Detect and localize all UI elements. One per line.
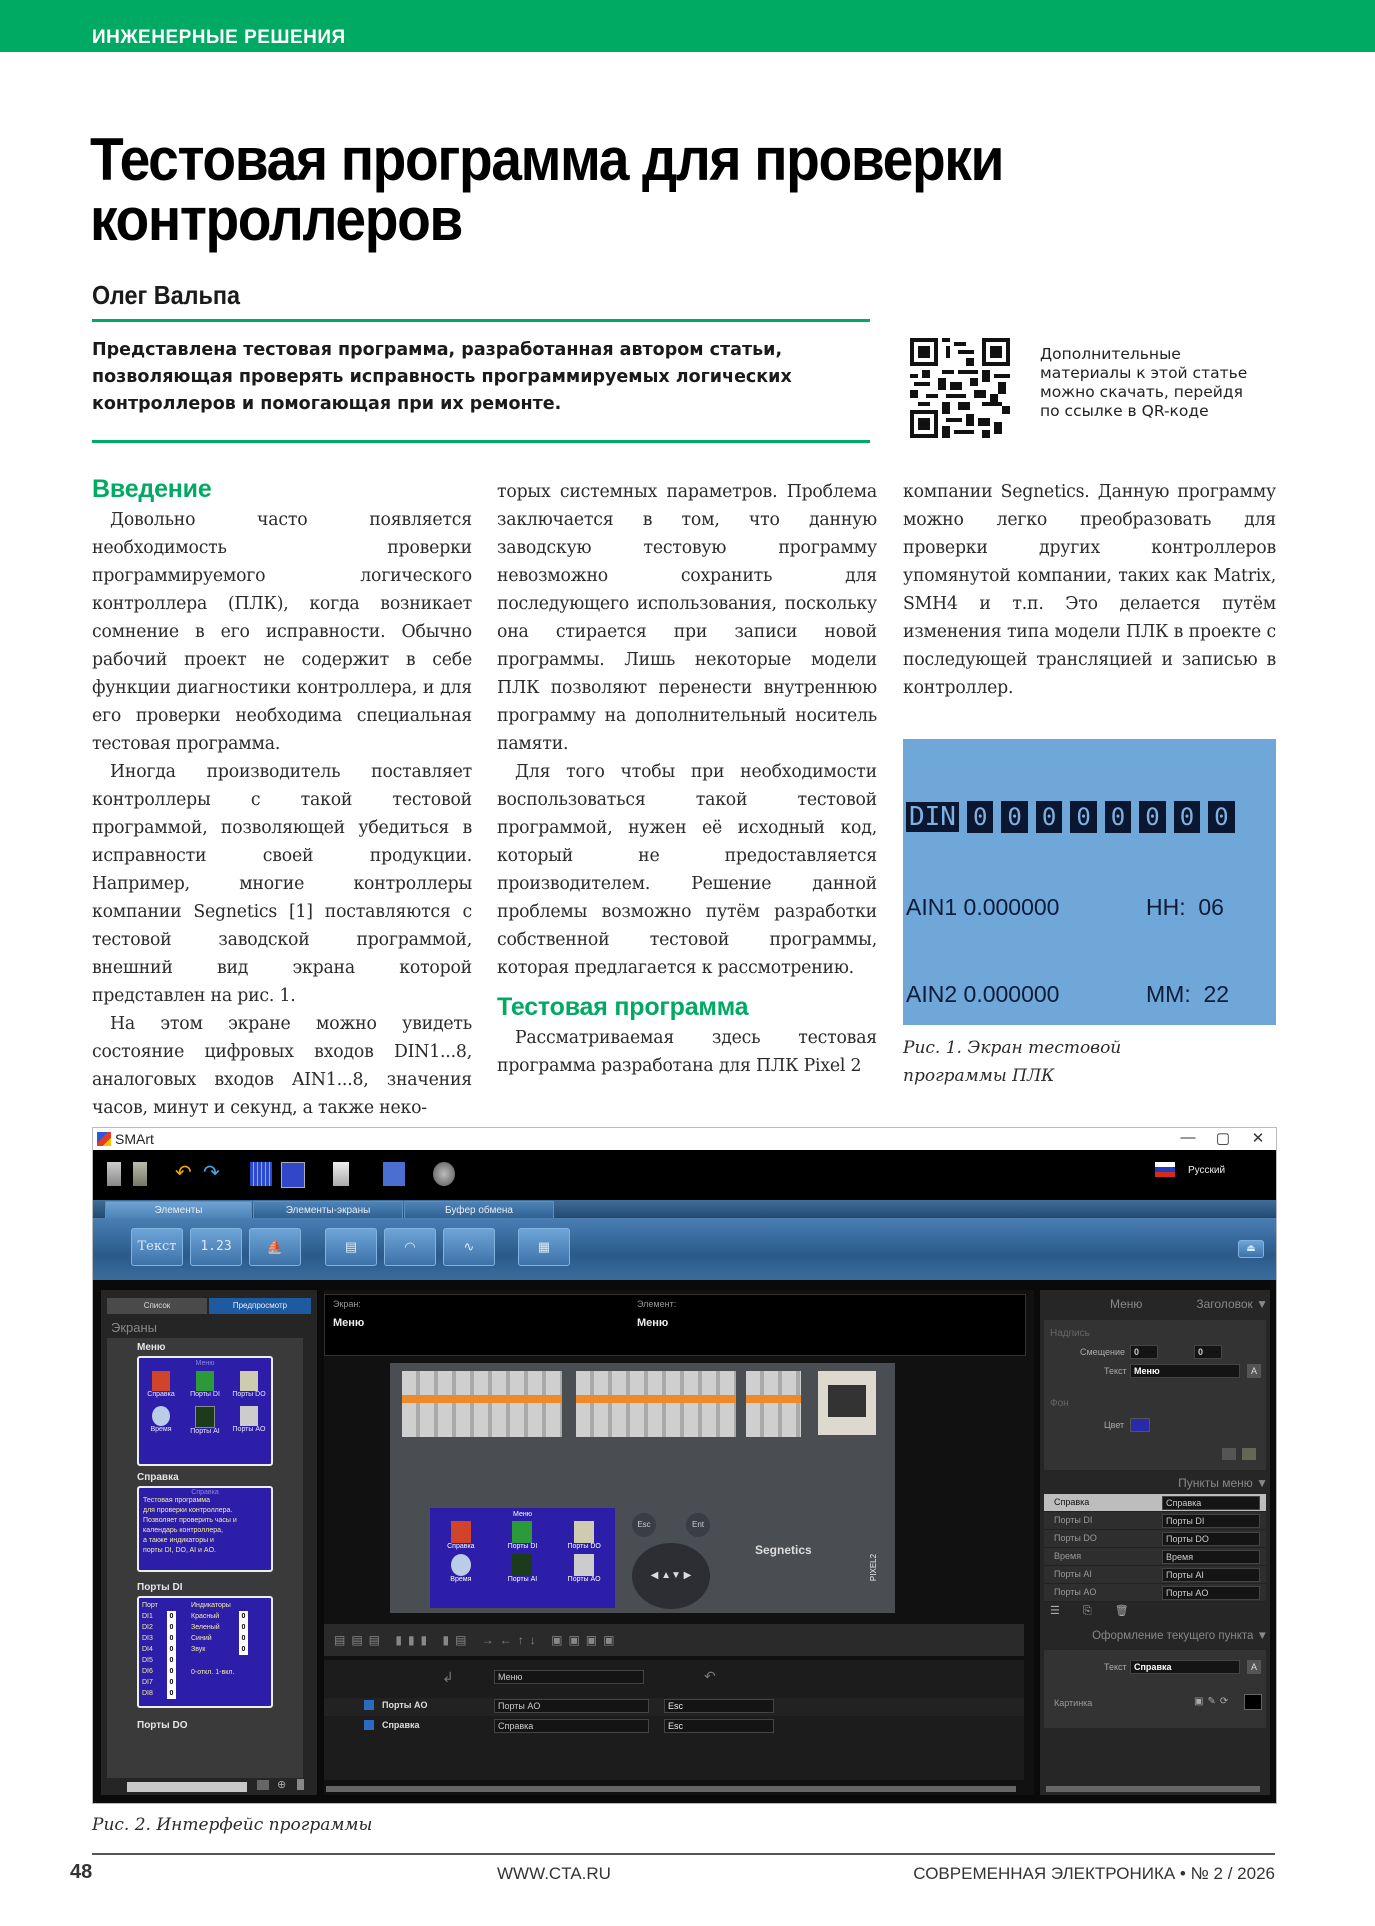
paragraph: торых системных параметров. Проблема заключается в том, что данную заводскую тестовую программу невозможно сохранить для последующего использования, поскольку она стирается при записи новой программы. Лишь некоторые модели ПЛК позволяют перенести внутреннюю программу на дополнительный носитель памяти.: [497, 482, 877, 754]
properties-panel: [1040, 1290, 1270, 1795]
item-style-settings: [1044, 1650, 1266, 1728]
nav-row[interactable]: [324, 1718, 1024, 1736]
screens-panel: [101, 1290, 317, 1795]
screen-name: Порты DI: [137, 1582, 183, 1593]
thumb-text: а также индикаторы и: [143, 1537, 214, 1544]
element-label: Элемент:: [637, 1299, 677, 1309]
tab-preview[interactable]: Предпросмотр: [209, 1298, 311, 1314]
editor-panel: [324, 1290, 1034, 1795]
settings-edit-icon[interactable]: [383, 1162, 405, 1186]
din-label: DIN: [906, 802, 959, 832]
tab-list[interactable]: Список: [107, 1298, 207, 1314]
thumb-title: Меню: [195, 1360, 215, 1367]
copy-icon[interactable]: [107, 1162, 121, 1186]
offset-x-input[interactable]: 0: [1130, 1345, 1158, 1359]
thumb-text: Тестовая программа: [143, 1497, 210, 1504]
thumb-icon-item: Порты DO: [227, 1371, 271, 1398]
plc-brand: Segnetics: [755, 1543, 812, 1557]
figure-1-plc-screen: [903, 739, 1276, 1025]
plc-icon-item: Справка: [430, 1521, 492, 1550]
background-label: Фон: [1050, 1398, 1069, 1409]
thumb-icon-item: Порты DI: [183, 1371, 227, 1398]
plc-icon-item: Время: [430, 1554, 492, 1583]
app-logo-icon: [97, 1132, 111, 1146]
thumb-text: для проверки контроллера.: [143, 1507, 233, 1514]
bargraph-element-button[interactable]: ▤: [325, 1228, 377, 1266]
lcd-param: HH: 06: [1146, 894, 1224, 920]
plc-model: PIXEL2: [869, 1553, 879, 1582]
menu-item-row[interactable]: [1044, 1494, 1266, 1512]
footer-journal: СОВРЕМЕННАЯ ЭЛЕКТРОНИКА • № 2 / 2026: [913, 1864, 1275, 1883]
menu-item-row[interactable]: [1044, 1548, 1266, 1566]
din-row: [906, 801, 1273, 833]
text-element-button[interactable]: Текст: [131, 1228, 183, 1266]
minimize-button[interactable]: —: [1180, 1129, 1196, 1146]
russian-flag-icon: [1155, 1162, 1175, 1177]
screen-value: Меню: [333, 1317, 365, 1329]
text-label: Текст: [1104, 1366, 1127, 1376]
thumb-icon-item: Порты AI: [183, 1406, 227, 1435]
folder-icon[interactable]: [257, 1780, 269, 1790]
font-button[interactable]: A: [1247, 1660, 1261, 1674]
paragraph: Иногда производитель поставляет контроллеры с такой тестовой программой, позволяющей убедиться в исправности своей продукции. Например, многие контроллеры компании Segnetics [1] поставляются с тестовой заводской программой, внешний вид экрана которой представлен на рис. 1.: [92, 762, 472, 1006]
screen-select[interactable]: Меню: [494, 1670, 644, 1684]
ribbon-tabs: [93, 1200, 1276, 1218]
thumb-text: порты DI, DO, AI и AO.: [143, 1547, 216, 1554]
column-3: [903, 478, 1276, 702]
table-element-button[interactable]: ▦: [518, 1228, 570, 1266]
screen-link-icon: [364, 1720, 374, 1730]
column-2: [497, 478, 877, 1080]
title-line-2: контроллеров: [90, 186, 462, 253]
thumb-title: Справка: [191, 1489, 219, 1496]
element-ribbon: [93, 1218, 1276, 1280]
nav-row-key[interactable]: Esc: [664, 1719, 774, 1733]
plc-lcd: [430, 1508, 615, 1608]
din-bit: 0: [1174, 801, 1200, 833]
nav-row-target[interactable]: Порты AO: [494, 1699, 649, 1713]
screen-thumb-di-ports[interactable]: [137, 1596, 273, 1708]
lcd-row: [906, 980, 1273, 1009]
caption-settings: [1044, 1320, 1266, 1470]
align-toolbar[interactable]: ▤▤▤ ▮▮▮ ▮▤ →←↑↓ ▣▣▣▣: [324, 1624, 1024, 1656]
nav-row-target[interactable]: Справка: [494, 1719, 649, 1733]
menu-item-name: Порты DO: [1054, 1533, 1097, 1543]
menu-items-toolbar[interactable]: ☰ ⎘ 🗑: [1050, 1605, 1139, 1617]
thumb-text: календарь контроллера,: [143, 1527, 223, 1534]
din-bit: 0: [1001, 801, 1027, 833]
din-bit: 0: [1070, 801, 1096, 833]
tab-clipboard[interactable]: Буфер обмена: [404, 1201, 554, 1219]
plc-icon-item: Порты AO: [553, 1554, 615, 1583]
screens-heading: Экраны: [111, 1320, 158, 1335]
screens-list: [107, 1338, 303, 1778]
lcd-row: [906, 893, 1273, 922]
menu-item-target[interactable]: Порты DO: [1162, 1532, 1260, 1546]
thumb-ports-col: Порт DI1 DI2 DI3 DI4 DI5 DI6 DI7 DI8: [142, 1602, 158, 1697]
language-selector[interactable]: Русский: [1188, 1165, 1226, 1176]
qr-note-line: материалы к этой статье: [1040, 364, 1248, 382]
nav-row-name: Порты AO: [382, 1700, 428, 1710]
menu-item-row[interactable]: [1044, 1566, 1266, 1584]
ent-key[interactable]: Ent: [686, 1513, 710, 1537]
qr-code[interactable]: [910, 338, 1010, 438]
paragraph: компании Segnetics. Данную программу можно легко преобразовать для проверки других контроллеров упомянутой компании, таких как Matrix, SMH4 и т.п. Это делается путём изменения типа модели ПЛК в проекте с последующей трансляцией и записью в контроллер.: [903, 482, 1276, 698]
text-label: Текст: [1104, 1662, 1127, 1672]
plc-icon-item: Порты AI: [492, 1554, 554, 1583]
figure-1-caption: [903, 1034, 1121, 1090]
screen-name-input[interactable]: [127, 1782, 247, 1792]
screen-name: Справка: [137, 1472, 179, 1483]
menu-item-name: Порты AI: [1054, 1569, 1092, 1579]
menu-item-target[interactable]: Порты AI: [1162, 1568, 1260, 1582]
nav-row[interactable]: [324, 1698, 1024, 1716]
tab-elements[interactable]: Элементы: [105, 1201, 252, 1219]
paste-icon[interactable]: [133, 1162, 147, 1186]
footer-rule: [92, 1853, 1275, 1855]
menu-item-row[interactable]: [1044, 1512, 1266, 1530]
screen-thumb-menu[interactable]: [137, 1356, 273, 1466]
color-label: Цвет: [1104, 1420, 1125, 1430]
heading-test-program: Тестовая программа: [497, 993, 749, 1021]
thumb-icon-item: Справка: [139, 1371, 183, 1398]
copy-style-icon[interactable]: [1222, 1448, 1236, 1460]
return-arrow-icon[interactable]: ↶: [704, 1668, 716, 1684]
lcd-param: MM: 22: [1146, 981, 1230, 1007]
close-button[interactable]: ✕: [1251, 1130, 1265, 1147]
thumb-indicators-col: Индикаторы Красный Зеленый Синий Звук 0-откл. 1-вкл.: [191, 1602, 235, 1676]
add-screen-icon[interactable]: ⊕: [277, 1779, 287, 1791]
esc-key[interactable]: Esc: [632, 1513, 656, 1537]
menu-item-name: Порты AO: [1054, 1587, 1097, 1597]
menu-item-target[interactable]: Порты AO: [1162, 1586, 1260, 1600]
screen-name: Порты DO: [137, 1720, 188, 1731]
title-line-1: Тестовая программа для проверки: [90, 126, 1004, 193]
ethernet-port: [818, 1371, 876, 1435]
offset-y-input[interactable]: 0: [1194, 1345, 1222, 1359]
page-number: 48: [70, 1861, 93, 1883]
picture-preview[interactable]: [1244, 1694, 1262, 1710]
screen-frame-icon[interactable]: [281, 1162, 305, 1188]
restore-button[interactable]: ▢: [1215, 1130, 1231, 1147]
menu-items-header[interactable]: Пункты меню ▼: [1178, 1476, 1268, 1490]
heading-intro: Введение: [92, 475, 212, 503]
menu-item-name: Справка: [1054, 1497, 1090, 1507]
plc-screen-title: Меню: [513, 1511, 532, 1518]
back-arrow-icon[interactable]: ↲: [442, 1669, 454, 1685]
window-title: SMArt: [115, 1131, 154, 1147]
figure-2-caption: Рис. 2. Интерфейс программы: [92, 1815, 373, 1835]
collapse-ribbon-button[interactable]: ⏏: [1238, 1240, 1264, 1258]
menu-item-name: Порты DI: [1054, 1515, 1093, 1525]
plc-icon-item: Порты DI: [492, 1521, 554, 1550]
din-bit: 0: [1036, 801, 1062, 833]
qr-note-line: можно скачать, перейдя: [1040, 383, 1243, 401]
window-titlebar: [93, 1128, 1276, 1150]
lead-text: Представлена тестовая программа, разработанная автором статьи, позволяющая проверять исправность программируемых логических контроллеров и помогающая при их ремонте.: [92, 340, 792, 414]
horizontal-scrollbar[interactable]: [1046, 1786, 1260, 1792]
column-1: [92, 472, 472, 1122]
menu-items-list: [1044, 1494, 1266, 1602]
screen-label: Экран:: [333, 1299, 361, 1309]
menu-item-name: Время: [1054, 1551, 1082, 1561]
number-element-button[interactable]: 1.23: [190, 1228, 242, 1266]
thumb-text: Позволяет проверить часы и: [143, 1517, 237, 1524]
lead-rule-top: [92, 319, 870, 322]
menu-item-target[interactable]: Справка: [1162, 1496, 1260, 1510]
nav-row-key[interactable]: Esc: [664, 1699, 774, 1713]
qr-note: [1040, 345, 1270, 421]
navigation-table: [324, 1660, 1024, 1780]
screen-name: Меню: [137, 1342, 166, 1353]
footer-site[interactable]: WWW.CTA.RU: [497, 1864, 611, 1883]
din-bit: 0: [1105, 801, 1131, 833]
element-value: Меню: [637, 1317, 669, 1329]
redo-icon[interactable]: ↷: [203, 1162, 220, 1184]
author: Олег Вальпа: [92, 280, 241, 310]
picture-label: Картинка: [1054, 1698, 1093, 1708]
din-bit: 0: [1139, 801, 1165, 833]
thumb-indicator-values: 0 0 0 0: [239, 1611, 248, 1655]
din-bit: 0: [967, 801, 993, 833]
help-icon[interactable]: [433, 1162, 455, 1186]
terminal-block: [402, 1371, 562, 1437]
paragraph: Для того чтобы при необходимости воспользоваться такой тестовой программой, нужен её исходный код, который не предоставляется производителем. Решение данной проблемы возможно путём разработки собственной тестовой программы, которая предлагается к рассмотрению.: [497, 762, 877, 978]
undo-icon[interactable]: ↶: [175, 1162, 192, 1184]
image-element-button[interactable]: ⛵: [249, 1228, 301, 1266]
editor-info: [324, 1294, 1026, 1356]
lead-rule-bottom: [92, 440, 870, 443]
menu-item-row[interactable]: [1044, 1530, 1266, 1548]
paste-style-icon[interactable]: [1242, 1448, 1256, 1460]
lcd-display: [906, 743, 1273, 1025]
trash-icon[interactable]: [297, 1779, 304, 1790]
main-toolbar: [93, 1150, 1276, 1200]
tab-element-screens[interactable]: Элементы-экраны: [253, 1201, 403, 1219]
paragraph: Рассматриваемая здесь тестовая программа разработана для ПЛК Pixel 2: [497, 1028, 877, 1076]
caption-text-input[interactable]: Меню: [1130, 1364, 1240, 1378]
menu-item-target[interactable]: Порты DI: [1162, 1514, 1260, 1528]
thumb-icon-item: Время: [139, 1406, 183, 1435]
grid-icon[interactable]: [250, 1162, 272, 1186]
caption-line: Рис. 1. Экран тестовой: [903, 1038, 1122, 1058]
header-mode-dropdown[interactable]: Заголовок ▼: [1196, 1297, 1268, 1311]
trend-element-button[interactable]: ∿: [443, 1228, 495, 1266]
properties-title: Меню: [1110, 1297, 1143, 1311]
screen-link-icon: [364, 1700, 374, 1710]
thumb-icon-item: Порты AO: [227, 1406, 271, 1435]
terminal-block: [576, 1371, 736, 1437]
paragraph: Довольно часто появляется необходимость проверки программируемого логического контроллера (ПЛК), когда возникает сомнение в его исправности. Обычно рабочий проект не содержит в себе функции диагностики контроллера, и для его проверки необходима специальная тестовая программа.: [92, 510, 472, 754]
smart-app-window: [92, 1127, 1277, 1804]
offset-label: Смещение: [1080, 1347, 1126, 1357]
plc-navigation-pad[interactable]: ◀ ▲▼ ▶: [632, 1543, 710, 1609]
horizontal-scrollbar[interactable]: [326, 1786, 1016, 1792]
properties-header: [1040, 1294, 1270, 1316]
lcd-ain: AIN2 0.000000: [906, 981, 1060, 1007]
item-text-input[interactable]: Справка: [1130, 1660, 1240, 1674]
thumb-port-values: 0 0 0 0 0 0 0 0: [167, 1611, 176, 1699]
paragraph: На этом экране можно увидеть состояние цифровых входов DIN1...8, аналоговых входов AIN1...8, значения часов, минут и секунд, а также неко-: [92, 1014, 472, 1118]
gauge-element-button[interactable]: ◠: [384, 1228, 436, 1266]
item-style-header[interactable]: Оформление текущего пункта ▼: [1092, 1630, 1268, 1642]
color-swatch[interactable]: [1130, 1418, 1150, 1432]
font-button[interactable]: A: [1247, 1364, 1261, 1378]
screen-thumb-help[interactable]: [137, 1486, 273, 1572]
menu-item-target[interactable]: Время: [1162, 1550, 1260, 1564]
export-icon[interactable]: [333, 1162, 349, 1186]
picture-tools-icons[interactable]: ▣✎⟳: [1194, 1696, 1233, 1707]
qr-note-line: Дополнительные: [1040, 345, 1181, 363]
caption-line: программы ПЛК: [903, 1066, 1055, 1086]
qr-note-line: по ссылке в QR-коде: [1040, 402, 1209, 420]
article-title: [90, 126, 1010, 253]
nav-row-name: Справка: [382, 1720, 420, 1730]
group-label: Надпись: [1050, 1328, 1090, 1339]
din-bit: 0: [1208, 801, 1234, 833]
section-tag: ИНЖЕНЕРНЫЕ РЕШЕНИЯ: [92, 27, 346, 48]
terminal-block: [746, 1371, 801, 1437]
plc-device: [390, 1363, 895, 1613]
plc-icon-item: Порты DO: [553, 1521, 615, 1550]
lcd-ain: AIN1 0.000000: [906, 894, 1060, 920]
menu-item-row[interactable]: [1044, 1584, 1266, 1602]
